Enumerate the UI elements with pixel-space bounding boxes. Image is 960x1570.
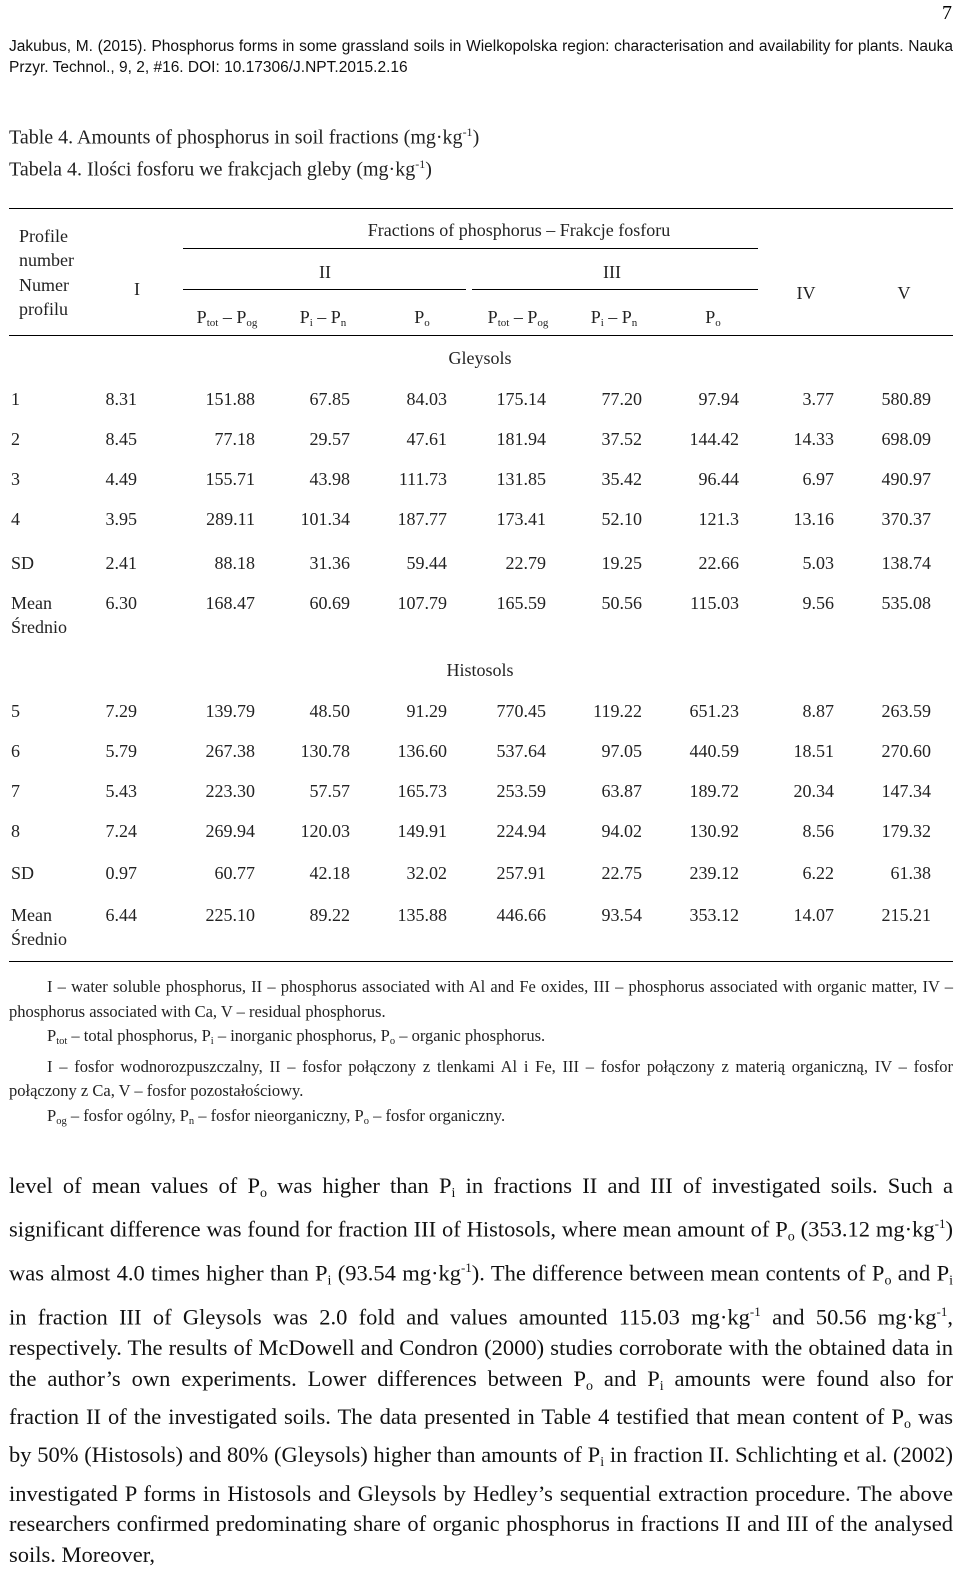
sd-cell: 19.25 — [601, 553, 642, 573]
footnote-p-forms-pl: $P_{og}$ – fosfor ogólny, $P_n$ – fosfor nieorganiczny, $P_o$ – fosfor organiczny. — [47, 1105, 506, 1127]
table-cell: 155.71 — [205, 469, 255, 489]
mean-cell: 535.08 — [881, 593, 931, 613]
table-cell: 77.20 — [601, 389, 642, 409]
table-cell: 4.49 — [105, 469, 137, 489]
table-cell: 8.56 — [802, 821, 834, 841]
table-cell: 7.24 — [105, 821, 137, 841]
table-caption-en: Table 4. Amounts of phosphorus in soil fractions $(mg\cdot kg^{-1})$ — [9, 125, 480, 149]
table-cell: 440.59 — [689, 741, 739, 761]
subheader-ptot-pog-II: $P_{tot} - P_{og}$ — [196, 307, 258, 329]
profile-number: 2 — [11, 429, 20, 449]
profile-number: 1 — [11, 389, 20, 409]
table-caption-pl: Tabela 4. Ilości fosforu we frakcjach gleby $(mg\cdot kg^{-1})$ — [9, 157, 432, 181]
table-cell: 29.57 — [309, 429, 350, 449]
sd-cell: 59.44 — [406, 553, 447, 573]
table-cell: 224.94 — [496, 821, 546, 841]
table-cell: 47.61 — [406, 429, 447, 449]
table-cell: 63.87 — [601, 781, 642, 801]
table-cell: 84.03 — [406, 389, 447, 409]
table-top-rule — [9, 208, 953, 209]
table-cell: 151.88 — [205, 389, 255, 409]
sd-cell: 32.02 — [406, 863, 447, 883]
table-cell: 8.31 — [105, 389, 137, 409]
table-cell: 5.43 — [105, 781, 137, 801]
col-header-II: II — [319, 262, 331, 282]
table-cell: 18.51 — [793, 741, 834, 761]
mean-cell: 115.03 — [690, 593, 739, 613]
table-cell: 130.92 — [689, 821, 739, 841]
body-paragraph — [9, 1171, 953, 1570]
sd-cell: 42.18 — [309, 863, 350, 883]
profile-number: 7 — [11, 781, 20, 801]
mean-label-pl: Średnio — [11, 929, 67, 949]
table-cell: 651.23 — [689, 701, 739, 721]
mean-label: Mean — [11, 593, 52, 613]
sd-cell: 2.41 — [105, 553, 137, 573]
mean-label: Mean — [11, 905, 52, 925]
sd-cell: 60.77 — [214, 863, 255, 883]
table-cell: 48.50 — [309, 701, 350, 721]
table-cell: 94.02 — [601, 821, 642, 841]
col-header-III: III — [603, 262, 621, 282]
sd-label: SD — [11, 863, 35, 883]
fractions-rule — [183, 248, 758, 249]
table-cell: 289.11 — [206, 509, 255, 529]
table-bottom-rule — [9, 961, 953, 962]
mean-cell: 165.59 — [496, 593, 546, 613]
table-cell: 269.94 — [205, 821, 255, 841]
page-number: 7 — [942, 2, 952, 24]
mean-cell: 168.47 — [205, 593, 255, 613]
table-cell: 8.45 — [105, 429, 137, 449]
table-cell: 111.73 — [398, 469, 447, 489]
table-cell: 120.03 — [300, 821, 350, 841]
mean-label-pl: Średnio — [11, 617, 67, 637]
table-cell: 43.98 — [309, 469, 350, 489]
section-title: Gleysols — [448, 348, 512, 368]
sd-cell: 22.66 — [698, 553, 739, 573]
table-cell: 263.59 — [881, 701, 931, 721]
table-cell: 267.38 — [205, 741, 255, 761]
table-cell: 13.16 — [793, 509, 834, 529]
sd-cell: 88.18 — [214, 553, 255, 573]
table-cell: 181.94 — [496, 429, 546, 449]
table-cell: 131.85 — [496, 469, 546, 489]
table-cell: 130.78 — [300, 741, 350, 761]
mean-cell: 225.10 — [205, 905, 255, 925]
col-header-V: V — [897, 283, 911, 303]
mean-cell: 135.88 — [397, 905, 447, 925]
mean-cell: 6.44 — [105, 905, 137, 925]
col-header-I: I — [134, 279, 140, 299]
header-bottom-rule — [9, 335, 953, 336]
table-cell: 253.59 — [496, 781, 546, 801]
table-cell: 370.37 — [881, 509, 931, 529]
mean-cell: 353.12 — [689, 905, 739, 925]
table-cell: 77.18 — [214, 429, 255, 449]
section-title: Histosols — [446, 660, 514, 680]
profile-number: 5 — [11, 701, 20, 721]
table-cell: 223.30 — [205, 781, 255, 801]
table-cell: 144.42 — [689, 429, 739, 449]
profile-number: 6 — [11, 741, 20, 761]
sd-cell: 138.74 — [881, 553, 931, 573]
profile-number: 8 — [11, 821, 20, 841]
article-citation: Jakubus, M. (2015). Phosphorus forms in some grassland soils in Wielkopolska region: characterisation and availability for plants. Nauka Przyr. Technol., 9, 2, #16. DOI: 10.17306/J.NPT.2015.2.16 — [9, 38, 953, 76]
table-cell: 20.34 — [793, 781, 834, 801]
subheader-po-III: $P_o$ — [705, 307, 721, 329]
table-cell: 119.22 — [593, 701, 642, 721]
sd-cell: 22.79 — [505, 553, 546, 573]
sd-cell: 61.38 — [890, 863, 931, 883]
table-cell: 149.91 — [397, 821, 447, 841]
sd-cell: 5.03 — [802, 553, 834, 573]
subheader-ptot-pog-III: $P_{tot} - P_{og}$ — [487, 307, 549, 329]
table-cell: 97.05 — [601, 741, 642, 761]
table-cell: 52.10 — [601, 509, 642, 529]
profile-number: 3 — [11, 469, 20, 489]
body-paragraph-text: level of mean values of $P_o$ was higher than $P_i$ in fractions II and III of investigated soils. Such a significant difference was found for fraction III of Histosols, where mean amount of $P_o$ (353.12 $mg\cdot kg^{-1}$) was almost 4.0 times higher than $P_i$ (93.54 $mg\cdot kg^{-1}$). The difference between mean contents of $P_o$ and $P_i$ in fraction III of Gleysols was 2.0 fold and values amounted 115.03 $mg\cdot kg^{-1}$ and 50.56 $mg\cdot kg^{-1}$, respectively. The results of McDowell and Condron (2000) studies corroborate with the obtained data in the author’s own experiments. Lower differences between $P_o$ and $P_i$ amounts were found also for fraction II of the investigated soils. The data presented in Table 4 testified that mean content of $P_o$ was by 50% (Histosols) and 80% (Gleysols) higher than amounts of $P_i$ in fraction II. Schlichting et al. (2002) investigated P forms in Histosols and Gleysols by Hedley’s sequential extraction procedure. The above researchers confirmed predominating share of organic phosphorus in fractions II and III of the analysed soils. Moreover, — [9, 1173, 954, 1567]
table-cell: 121.3 — [698, 509, 739, 529]
mean-cell: 107.79 — [397, 593, 447, 613]
table-cell: 96.44 — [698, 469, 739, 489]
table-cell: 6.97 — [802, 469, 834, 489]
mean-cell: 6.30 — [105, 593, 137, 613]
subheader-po-II: $P_o$ — [414, 307, 430, 329]
table-cell: 175.14 — [496, 389, 546, 409]
mean-cell: 215.21 — [881, 905, 931, 925]
table-cell: 139.79 — [205, 701, 255, 721]
table-cell: 57.57 — [309, 781, 350, 801]
footnote-p-forms-en: $P_{tot}$ – total phosphorus, $P_i$ – inorganic phosphorus, $P_o$ – organic phosphorus. — [47, 1026, 546, 1047]
footnote-fractions-en: I – water soluble phosphorus, II – phosphorus associated with Al and Fe oxides, III – phosphorus associated with organic matter, IV – phosphorus associated with Ca, V – residual phosphorus. — [9, 977, 953, 1021]
table-cell: 67.85 — [309, 389, 350, 409]
table-cell: 37.52 — [601, 429, 642, 449]
footnote-fractions-pl: I – fosfor wodnorozpuszczalny, II – fosfor połączony z tlenkami Al i Fe, III – fosfor połączony z materią organiczną, IV – fosfor połączony z Ca, V – fosfor pozostałościowy. — [9, 1056, 953, 1100]
fractions-header: Fractions of phosphorus – Frakcje fosforu — [367, 220, 671, 240]
sd-cell: 257.91 — [496, 863, 546, 883]
table-cell: 3.95 — [105, 509, 137, 529]
table-cell: 770.45 — [496, 701, 546, 721]
table-cell: 698.09 — [881, 429, 931, 449]
table-cell: 5.79 — [105, 741, 137, 761]
table-cell: 35.42 — [601, 469, 642, 489]
table-cell: 91.29 — [406, 701, 447, 721]
mean-cell: 9.56 — [802, 593, 834, 613]
table-cell: 490.97 — [881, 469, 931, 489]
table-cell: 187.77 — [397, 509, 447, 529]
table-cell: 189.72 — [689, 781, 739, 801]
fraction-II-rule — [183, 289, 466, 290]
fraction-III-rule — [472, 289, 758, 290]
table-cell: 3.77 — [802, 389, 834, 409]
sd-cell: 0.97 — [105, 863, 137, 883]
table-cell: 101.34 — [300, 509, 350, 529]
table-cell: 173.41 — [496, 509, 546, 529]
table-cell: 136.60 — [397, 741, 447, 761]
table-cell: 7.29 — [105, 701, 137, 721]
mean-cell: 446.66 — [496, 905, 546, 925]
table-cell: 8.87 — [802, 701, 834, 721]
table-cell: 165.73 — [397, 781, 447, 801]
mean-cell: 50.56 — [601, 593, 642, 613]
subheader-pi-pn-III: $P_i - P_n$ — [590, 307, 638, 329]
sd-label: SD — [11, 553, 35, 573]
table-cell: 147.34 — [881, 781, 931, 801]
table-cell: 97.94 — [698, 389, 739, 409]
mean-cell: 14.07 — [793, 905, 834, 925]
mean-cell: 89.22 — [309, 905, 350, 925]
subheader-pi-pn-II: $P_i - P_n$ — [299, 307, 347, 329]
sd-cell: 22.75 — [601, 863, 642, 883]
sd-cell: 6.22 — [802, 863, 834, 883]
table-cell: 580.89 — [881, 389, 931, 409]
table-footnotes — [9, 975, 953, 1134]
col-header-IV: IV — [796, 283, 816, 303]
table-cell: 270.60 — [881, 741, 931, 761]
sd-cell: 31.36 — [309, 553, 350, 573]
mean-cell: 93.54 — [601, 905, 642, 925]
sd-cell: 239.12 — [689, 863, 739, 883]
table-cell: 537.64 — [496, 741, 546, 761]
table-cell: 14.33 — [793, 429, 834, 449]
profile-number: 4 — [11, 509, 20, 529]
table-cell: 179.32 — [881, 821, 931, 841]
mean-cell: 60.69 — [309, 593, 350, 613]
